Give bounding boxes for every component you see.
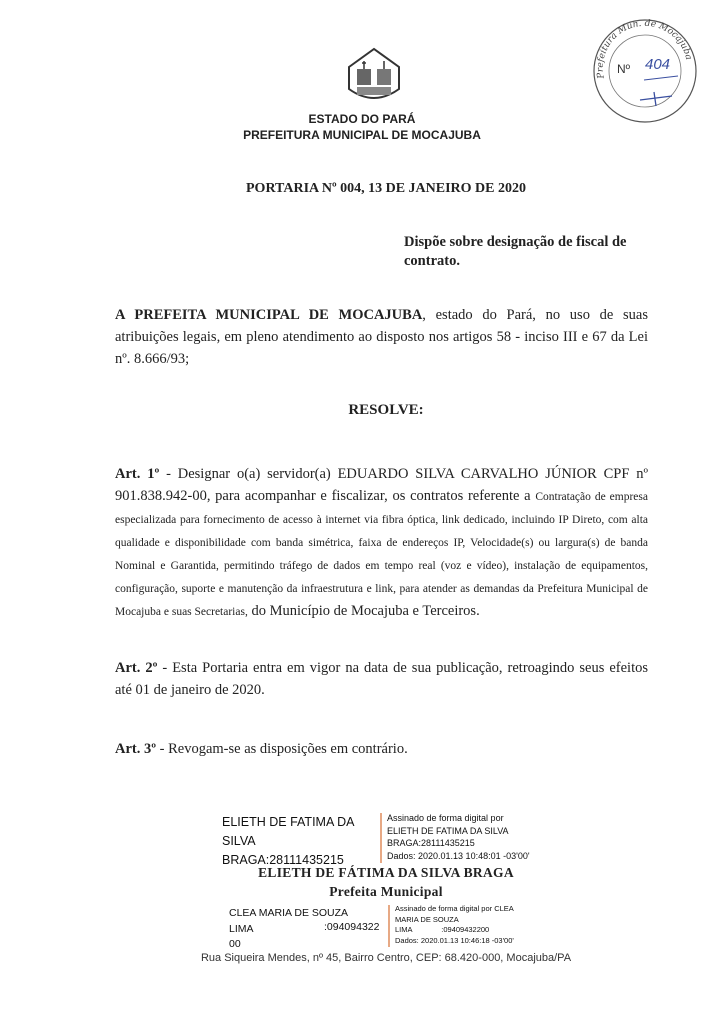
stamp-number-label: Nº	[617, 62, 631, 76]
article-1-label: Art. 1º	[115, 466, 160, 482]
signer-role: Prefeita Municipal	[329, 884, 443, 899]
sig2-info-line4: Dados: 2020.01.13 10:46:18 -03'00'	[395, 935, 514, 945]
article-1-text-c: do Município de Mocajuba e Terceiros.	[247, 603, 480, 619]
article-1-text-b: Contratação de empresa especializada para fornecimento de acesso à internet via fibra óptica, link dedicado, incluindo IP Direto, com alta qualidade e disponibilidade com banda simétrica, faixa de endereços IP, Velocidade(s) ou largura(s) de banda Nominal e Garantida, permitindo tráfego de dados em tempo real (voz e vídeo), instalação de equipamentos, configuração, suporte e manutenção da infraestrutura e link, para atender as demandas da Prefeitura Municipal de Mocajuba e suas Secretarias,	[115, 491, 648, 618]
ementa-summary: Dispõe sobre designação de fiscal de contrato.	[404, 234, 627, 269]
digital-signature-2-info	[395, 904, 514, 946]
digital-signature-1-info	[387, 812, 530, 862]
sig1-name-line3: BRAGA:28111435215	[222, 853, 344, 867]
sig1-info-line1: Assinado de forma digital por	[387, 813, 504, 823]
sig1-name-line2: SILVA	[222, 834, 256, 848]
article-1	[115, 463, 648, 623]
preamble-authority: A PREFEITA MUNICIPAL DE MOCAJUBA	[115, 307, 423, 323]
sig2-info-line2: MARIA DE SOUZA	[395, 914, 459, 924]
signature-1-divider	[380, 813, 382, 863]
footer-address: Rua Siqueira Mendes, nº 45, Bairro Centro, CEP: 68.420-000, Mocajuba/PA	[200, 952, 572, 964]
document-title: PORTARIA Nº 004, 13 DE JANEIRO DE 2020	[246, 181, 526, 196]
stamp-number-value: 404	[645, 56, 671, 73]
sig1-info-line2: ELIETH DE FATIMA DA SILVA	[387, 825, 509, 836]
article-3	[115, 738, 648, 760]
sig2-cpf: :094094322	[324, 921, 380, 933]
article-1-text-a: - Designar o(a) servidor(a) EDUARDO SILVA CARVALHO JÚNIOR CPF nº 901.838.942-00, para acompanhar e fiscalizar, os contratos referente a	[115, 466, 648, 504]
article-2-label: Art. 2º	[115, 660, 158, 676]
sig2-name-line2: LIMA	[229, 922, 254, 935]
sig1-info-line3: BRAGA:28111435215	[387, 838, 475, 848]
resolve-heading: RESOLVE:	[348, 402, 424, 418]
preamble-text: , estado do Pará, no uso de suas atribuições legais, em pleno atendimento ao disposto nos artigos 58 - inciso III e 67 da Lei nº. 8.666/93;	[115, 307, 648, 367]
signer-block	[0, 863, 724, 901]
sig2-info-line1: Assinado de forma digital por CLEA	[395, 904, 514, 913]
signer-name: ELIETH DE FÁTIMA DA SILVA BRAGA	[258, 865, 514, 880]
article-2	[115, 657, 648, 701]
article-3-text: - Revogam-se as disposições em contrário.	[156, 741, 408, 757]
article-3-label: Art. 3º	[115, 741, 157, 757]
sig2-name-line3: 00	[229, 938, 241, 950]
article-2-text: - Esta Portaria entra em vigor na data de sua publicação, retroagindo seus efeitos até 01 de janeiro de 2020.	[115, 660, 648, 698]
signature-2-divider	[388, 905, 390, 947]
state-heading: ESTADO DO PARÁ	[308, 112, 416, 126]
coat-of-arms-logo	[343, 45, 405, 107]
stamp-ring-text: Prefeitura Mun. de Mocajuba	[595, 18, 694, 80]
sig1-name-line1: ELIETH DE FATIMA DA	[222, 815, 355, 829]
preamble-paragraph	[115, 304, 648, 370]
prefecture-heading: PREFEITURA MUNICIPAL DE MOCAJUBA	[243, 128, 481, 142]
sig1-info-line4: Dados: 2020.01.13 10:48:01 -03'00'	[387, 850, 530, 861]
digital-signature-1-name	[222, 813, 372, 870]
sig2-name-line1: CLEA MARIA DE SOUZA	[229, 907, 349, 919]
sig2-info-line3: LIMA :09409432200	[395, 925, 490, 934]
